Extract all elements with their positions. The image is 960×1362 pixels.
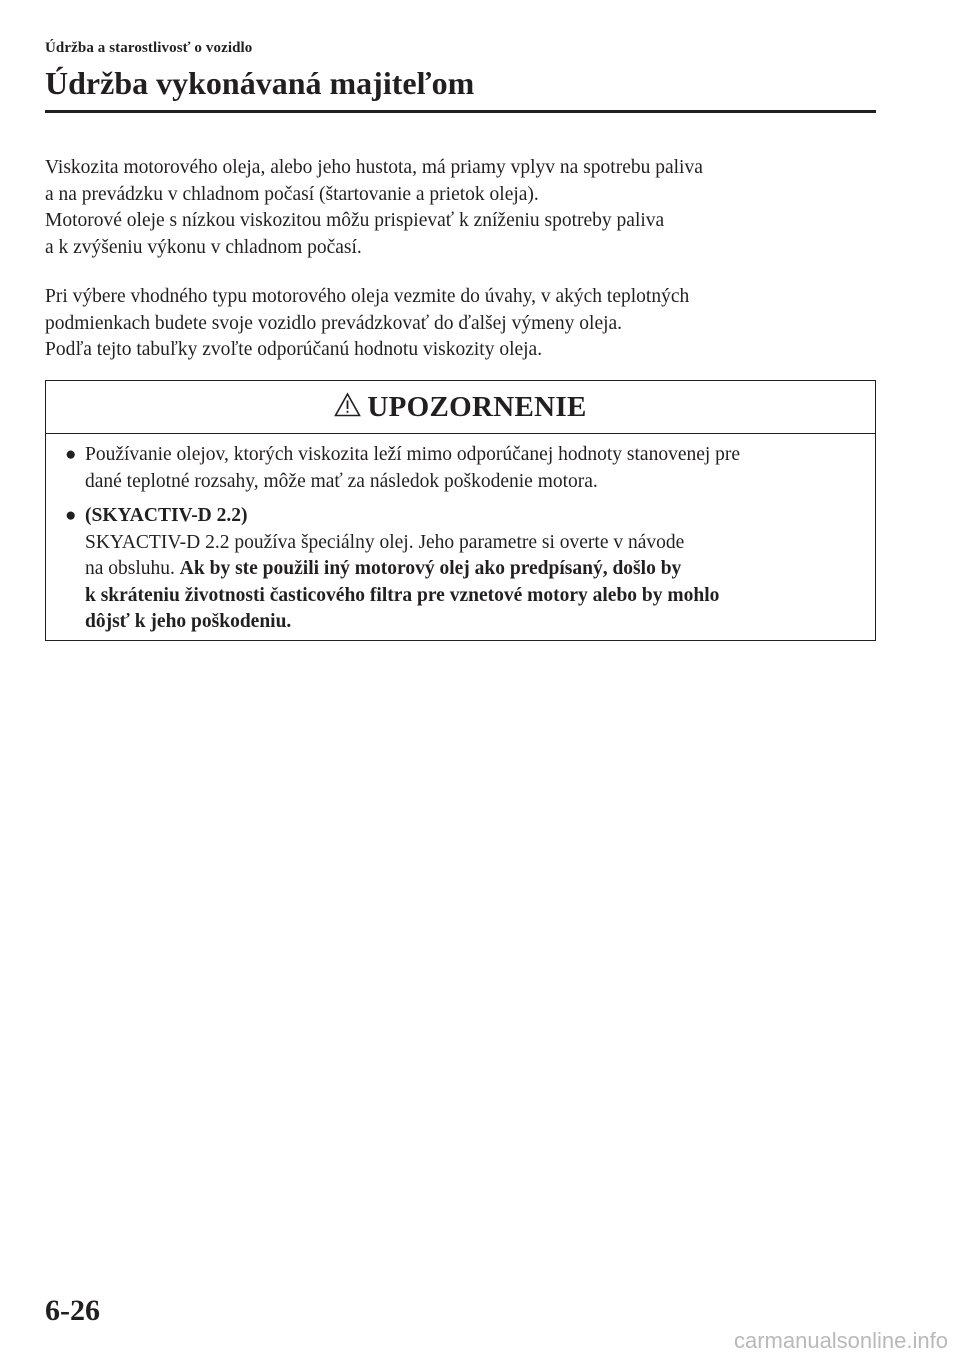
watermark: carmanualsonline.info <box>733 1328 948 1353</box>
text-line: a na prevádzku v chladnom počasí (štartovanie a prietok oleja). <box>45 183 539 205</box>
text-line <box>85 556 855 583</box>
text-normal: na obsluhu. <box>85 558 175 579</box>
bullet-icon: ● <box>65 444 77 465</box>
paragraph-viscosity-intro <box>45 155 876 261</box>
text-bold: Ak by ste použili iný motorový olej ako predpísaný, došlo by <box>179 558 682 579</box>
text-line: Podľa tejto tabuľky zvoľte odporúčanú hodnotu viskozity oleja. <box>45 339 543 360</box>
page-title: Údržba vykonávaná majiteľom <box>45 65 475 101</box>
text-line: k skráteniu životnosti časticového filtra pre vznetové motory alebo by mohlo <box>85 584 720 606</box>
title-rule <box>45 110 876 113</box>
text-line: Pri výbere vhodného typu motorového oleja vezmite do úvahy, v akých teplotných <box>45 286 690 307</box>
text-line: Motorové oleje s nízkou viskozitou môžu prispievať k zníženiu spotreby paliva <box>45 210 665 231</box>
section-label: Údržba a starostlivosť o vozidlo <box>45 40 253 56</box>
caution-item-viscosity <box>65 442 855 495</box>
caution-list <box>46 434 875 636</box>
bullet-icon: ● <box>65 505 77 526</box>
item-heading: (SKYACTIV-D 2.2) <box>85 505 248 526</box>
caution-header <box>46 381 875 434</box>
text-line: dané teplotné rozsahy, môže mať za následok poškodenie motora. <box>85 470 598 492</box>
text-line: podmienkach budete svoje vozidlo prevádzkovať do ďalšej výmeny oleja. <box>45 312 623 334</box>
caution-box <box>45 380 876 641</box>
text-line: Viskozita motorového oleja, alebo jeho hustota, má priamy vplyv na spotrebu paliva <box>45 157 703 178</box>
caution-item-skyactiv <box>65 503 855 636</box>
warning-triangle-icon <box>334 392 361 422</box>
caution-title: UPOZORNENIE <box>367 390 587 423</box>
text-line: SKYACTIV-D 2.2 používa špeciálny olej. Jeho parametre si overte v návode <box>85 531 685 553</box>
text-line: Používanie olejov, ktorých viskozita leží mimo odporúčanej hodnoty stanovenej pre <box>85 444 741 465</box>
text-line: dôjsť k jeho poškodeniu. <box>85 611 292 632</box>
page-number: 6-26 <box>45 1294 100 1327</box>
text-line: a k zvýšeniu výkonu v chladnom počasí. <box>45 236 362 258</box>
paragraph-oil-selection <box>45 284 876 364</box>
